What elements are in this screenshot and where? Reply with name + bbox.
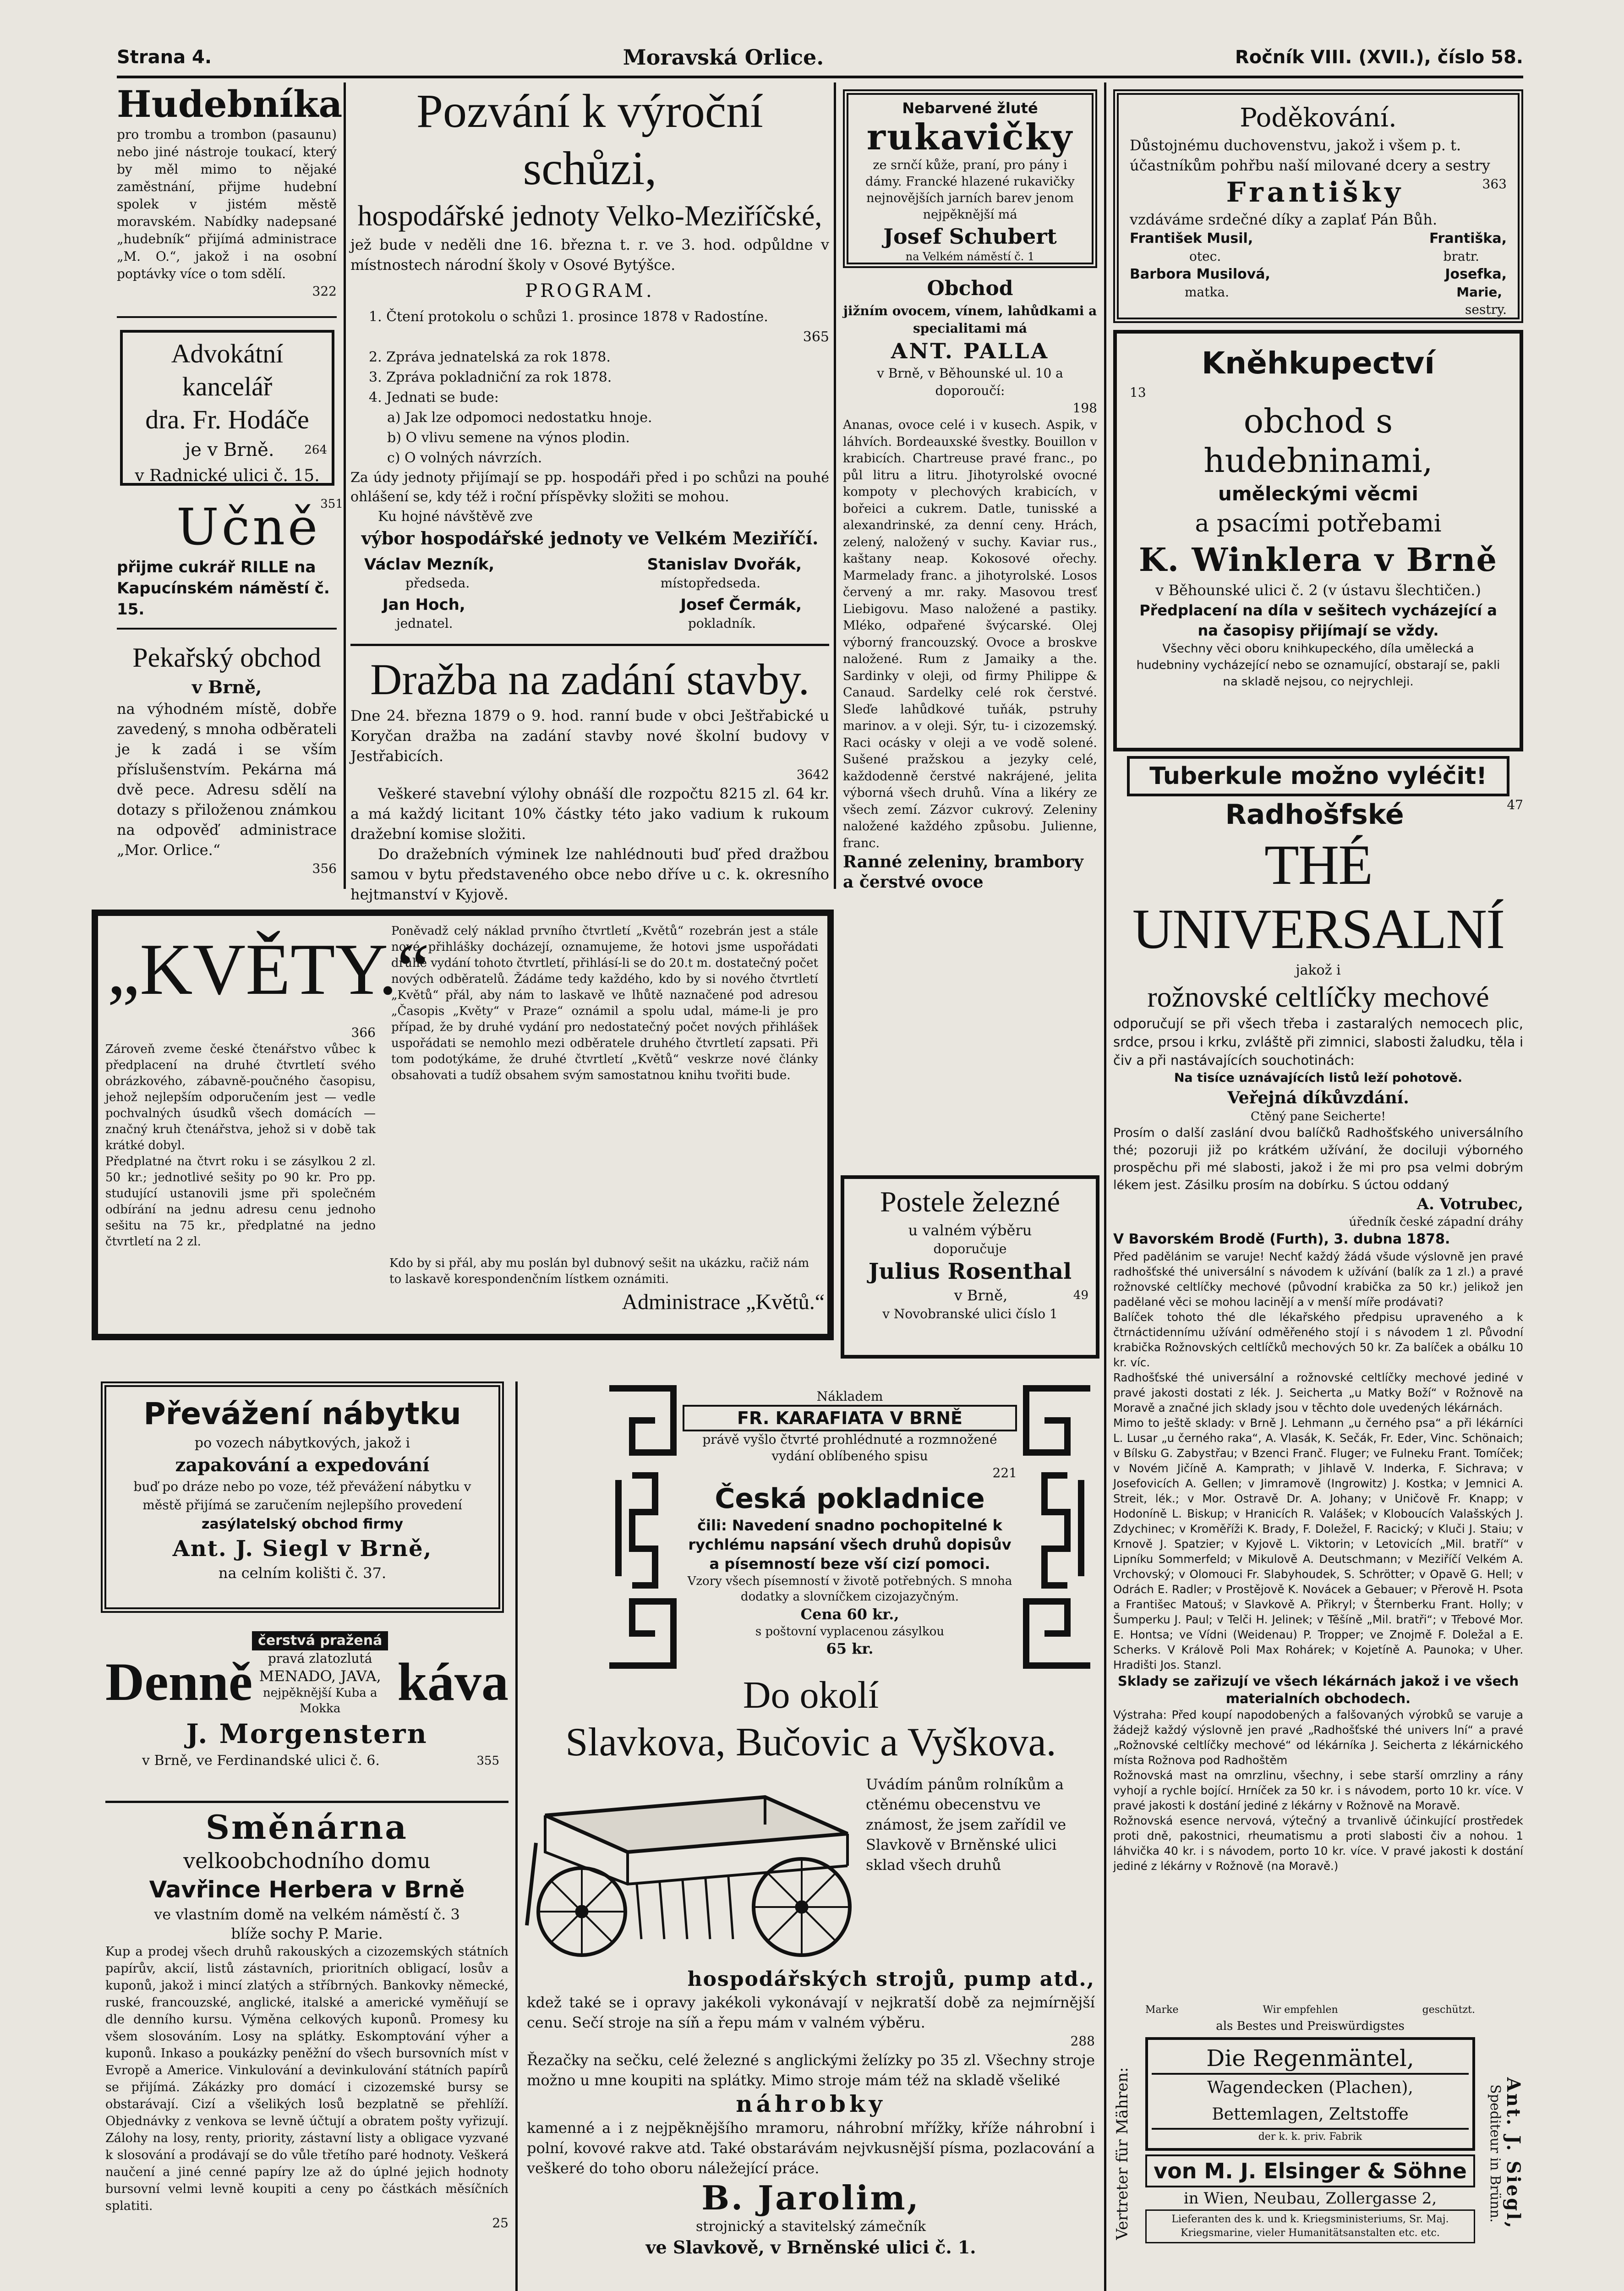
podekovani-r5: sestry.	[1465, 302, 1507, 317]
kvety-title: „KVĚTY.“	[107, 928, 430, 1010]
okoli-t7: strojnický a stavitelský zámečník	[695, 2219, 926, 2235]
podekovani-r1: otec.	[1189, 249, 1221, 264]
divider	[117, 628, 337, 630]
obchod-items: Ananas, ovoce celé i v kusech. Aspik, v láhvích. Bordeauxské švestky. Bouillon v krabicích. Chartreuse pravé franc., po půl litru a litru. Jihotyrolské ovocné kompoty v plechových krabicích, v bořeici a cukrem. Datle, tunisské a alexandrinské, za denní ceny. Hrách, zelený, naložený v suchy. Kaviar rus., kaštany neap. Kokosové ořechy. Marmelady franc. a jihotyrolské. Losos červený a mr. raky. Masovou tresť Liebigovu. Maso naložené a pastiky. Mléko, odpařené švýcarské. Olej výborný francouzský. Ovoce a broskve naložené. Rum z Jamaiky a the. Sardinky v oleji, od firmy Philippe & Canaud. Sardelky celé rok čerstvé. Sleďe lahůdkové tuňák, pstruhy marinov. a v oleji. Sýr, tu- i cizozemský. Raci ocásky v oleji a ve vodě solené. Sušené pražskou a jezyky celé, každodenně čerstvé nakrájené, jelita výborná všech druhů. Vína a likéry ze všech zemí. Zázvor cukrový. Zeleniny naložené každého způsobu. Julienne, franc.	[843, 418, 1097, 850]
ad-kava	[105, 1631, 509, 1801]
ucne-num: 351	[320, 497, 343, 511]
kvety-sig: Administrace „Květů.“	[622, 1290, 825, 1314]
podekovani-r2: matka.	[1185, 285, 1230, 300]
ad-okoli	[527, 1672, 1095, 2291]
kava-l4: nejpěknější Kuba a Mokka	[262, 1686, 377, 1716]
knih-addr: v Běhounské ulici č. 2 (v ústavu šlechtičen.)	[1155, 581, 1481, 599]
tuberkule-ver: Veřejná díkůvzdání.	[1227, 1088, 1409, 1107]
drazba-text2: Veškeré stavební výlohy obnáší dle rozpočtu 8215 zl. 64 kr. a má každý licitant 10% částky této jako vadium k rukoum dražební komise složiti.	[350, 785, 829, 843]
ucne-title: Učně	[176, 498, 321, 556]
podekovani-text: Důstojnému duchovenstvu, jakož i všem p. t. účastníkům pohřbu naší milované dcery a sestry	[1130, 137, 1490, 174]
okoli-firm: B. Jarolim,	[701, 2178, 920, 2217]
ad-podekovani	[1113, 89, 1523, 323]
karafiat-l4: čili: Navedení snadno pochopitelné k rychlému napsání všech druhů dopisův a písemností beze vší cizí pomoci.	[688, 1517, 1012, 1573]
elsinger-vert-left: Vertreter für Mähren:	[1113, 2067, 1132, 2240]
rukavicky-title: rukavičky	[866, 116, 1074, 158]
karafiat-l8: 65 kr.	[826, 1640, 874, 1657]
karafiat-l2: FR. KARAFIATA V BRNĚ	[683, 1405, 1017, 1431]
ad-rukavicky	[843, 89, 1097, 268]
kava-l1: čerstvá pražená	[252, 1631, 388, 1650]
smenarna-l1: velkoobchodního domu	[183, 1848, 431, 1873]
okoli-t8: ve Slavkově, v Brněnské ulici č. 1.	[645, 2237, 976, 2258]
okoli-t3: kdež také se i opravy jakékoli vykonávají v nejkratší době za nejmírnější cenu. Sečí stroje na síň a řepu mám v valném výběru.	[527, 1994, 1095, 2031]
pozvani-intro: jež bude v neděli dne 16. března t. r. ve 3. hod. odpůldne v místnostech národní školy v Osové Bytýšce.	[350, 236, 829, 274]
tuberkule-bar: Na tisíce uznávajících listů leží pohotově.	[1174, 1071, 1463, 1085]
advokat-num: 264	[304, 443, 327, 457]
postele-firm: Julius Rosenthal	[868, 1259, 1072, 1284]
okoli-t5: náhrobky	[736, 2090, 886, 2117]
pozvani-body: Za údy jednoty přijímají se pp. hospodáři před i po schůzi na pouhé ohlášení se, kdy též i roční příspěvky složiti se mohou.	[350, 470, 829, 505]
tuberkule-vystraha: Výstraha: Před koupí napodobených a falšovaných výrobků se varuje a žádejž každý výslovně jen pravé „Radhošťské thé univers lní“ a pravé „Rožnovské celtlíčky mechové“ od lékárníka J. Seicherta z lékárnického místa Rožnova pod Radhoštěm	[1113, 1708, 1523, 1767]
divider	[350, 644, 829, 646]
hudebnika-title: Hudebníka	[117, 82, 343, 126]
podekovani-r3: bratr.	[1443, 249, 1479, 264]
tuberkule-text5: Mimo to ještě sklady: v Brně J. Lehmann „u černého psa“ a při lékárníci L. Lusar „u černého raka“, A. Vlasák, K. Sečák, Fr. Eder, Vinc. Schönaich; v Bílsku G. Zabystřau; v Bzenci Franč. Fluger; ve Fulneku Frant. Tomíček; v Novém Jičíně A. Kamprath; v Jihlavě V. Inderka, F. Sichrava; v Josefovicích A. Gellen; v Jimramově (Ingrowitz) J. Kostka; v Jemnici A. Streit, lék.; v Mor. Ostravě Dr. A. Johany; v Uničově Fr. Knapp; v Hodoníně L. Biskup; v Hranicích R. Valášek; v Kloboucích Valašských J. Zdychinec; v Kroměříži K. Brady, F. Doležel, F. Racický; v Kluči J. Staiu; v Krnově J. Spatzier; v Kyjově L. Viktorin; v Letovicích „Mil. bratří“ v Lipníku Sommerfeld; v Mikulově A. Deutschmann; v Meziříčí Velkém A. Vrchovský; v Olomouci Fr. Slabyhoudek, S. Schrötter; v Opavě G. Hell; v Odrách E. Radler; v Prostějově K. Novácek a Gebauer; v Přerově H. Psota a Františec Matouš; v Slavkově A. Přikryl; v Šternberku Frant. Holly; v Šumperku J. Paul; v Telči H. Jelinek; v Těšíně „Mil. bratři“; v Třebové Mor. E. Hontsa; ve Vídni (Weidenau) P. Tropper; ve Znojmě F. Doležal a E. Scherks. V Králově Poli Max Rohárek; v Kojetíně A. Paunoka; v Uher. Hradišti Jos. Stanzl.	[1113, 1416, 1523, 1672]
karafiat-l3: právě vyšlo čtvrté prohlédnuté a rozmnožené vydání oblíbeného spisu	[702, 1432, 997, 1463]
pozvani-role2: místopředseda.	[660, 575, 760, 591]
pozvani-sub: hospodářské jednoty Velko-Meziříčské,	[357, 199, 822, 232]
kava-firm: J. Morgenstern	[186, 1718, 428, 1749]
column-rule	[834, 82, 836, 889]
pozvani-num: 365	[803, 329, 829, 345]
prevazeni-l2: zapakování a expedování	[175, 1454, 430, 1476]
divider	[117, 316, 337, 318]
knih-l1: obchod s hudebninami,	[1203, 402, 1433, 480]
pozvani-signer3: Jan Hoch,	[383, 596, 465, 614]
pekarsky-num: 356	[312, 861, 337, 876]
header-issue: Ročník VIII. (XVII.), číslo 58.	[1235, 47, 1523, 68]
tuberkule-text1: Prosím o další zaslání dvou balíčků Radhošťského universálního thé; pozoruji již po krátkém užívání, že dociluji výborného prospěchu při mé slabosti, jakož i že mi pro psa velmi dobrým lékem jest. Zásilku prosím na dobírku. S úctou oddaný	[1113, 1126, 1523, 1192]
elsinger-tc: Wir empfehlen	[1263, 2004, 1338, 2016]
elsinger-l2: Wagendecken (Plachen), Bettemlagen, Zeltstoffe	[1152, 2075, 1469, 2130]
knih-title: Kněhkupectví	[1201, 345, 1435, 381]
postele-l3: doporučuje	[933, 1241, 1007, 1256]
kvety-body	[105, 1024, 376, 1331]
tuberkule-sklady: Sklady se zařizují ve všech lékárnách jakož i ve všech materialních obchodech.	[1117, 1673, 1519, 1706]
pozvani-signer1: Václav Mezník,	[364, 555, 495, 574]
drazba-text: Dne 24. března 1879 o 9. hod. ranní bude v obci Ještřabické u Koryčan dražba na zadání stavby nové školní budovy v Jestřabicích.	[350, 707, 829, 765]
elsinger-l5: Lieferanten des k. und k. Kriegsministeriums, Sr. Maj. Kriegsmarine, vieler Humanitätsanstalten etc. etc.	[1145, 2209, 1475, 2243]
ad-advokat	[120, 330, 334, 486]
tuberkule-text2: Před padělánim se varuje! Nechť každý žádá všude výslovně jen pravé radhošťské thé universální s návodem k užívání (balík za 1 zl.) a pravé rožnovské celtlíčky mechové (původní krabička za 50 kr.) jelikož jen padělané věci se mohou lacinějí a v menší míře prodávati?	[1113, 1250, 1523, 1309]
ad-pekarsky	[117, 639, 337, 905]
pekarsky-title: Pekařský obchod	[132, 642, 321, 673]
okoli-t1: Uvádím pánům rolníkům a ctěnému obecenstvu ve známost, že jsem zařídil ve Slavkově v Brněnské ulici sklad všech druhů	[866, 1776, 1066, 1874]
prevazeni-l4: zasýlatelský obchod firmy	[201, 1516, 404, 1532]
obchod-final: Ranné zeleniny, brambory a čerstvé ovoce	[843, 852, 1083, 892]
tuberkule-num: 47	[1507, 797, 1523, 812]
advokat-line2: dra. Fr. Hodáče	[145, 405, 309, 434]
elsinger-tl: Marke	[1145, 2004, 1179, 2016]
tuberkule-brand: Radhošfské	[1225, 799, 1404, 831]
header-masthead: Moravská Orlice.	[623, 45, 824, 70]
hudebnika-num: 322	[312, 284, 337, 299]
column-rule	[1104, 82, 1106, 2291]
knih-firm: K. Winklera v Brně	[1138, 541, 1498, 579]
obchod-title: Obchod	[927, 277, 1013, 300]
podekovani-num: 363	[1482, 176, 1507, 192]
ad-pozvani	[350, 82, 829, 641]
prevazeni-firm: Ant. J. Siegl v Brně,	[172, 1536, 432, 1562]
pozvani-item: 4. Jednati se bude:	[369, 389, 499, 406]
kvety-text2: Zároveň zveme české čtenářstvo vůbec k předplacení na druhé čtvrtletí svého obrázkového, zábavně-poučného časopisu, jehož nejlepším odporučením jest — vedle pochvalných úsudků všech domácích — značný kruh čtenářstva, jehož si v době tak krátké dobyl.	[105, 1042, 376, 1152]
elsinger-l1: Die Regenmäntel,	[1152, 2044, 1469, 2075]
kava-kava: káva	[397, 1652, 509, 1712]
tuberkule-sigrole: úředník české západní dráhy	[1349, 1215, 1523, 1229]
pozvani-role1: předseda.	[405, 575, 470, 591]
karafiat-l6: Cena 60 kr.,	[800, 1606, 899, 1623]
postele-l2: u valném výběru	[908, 1222, 1032, 1239]
rukavicky-bottom: na Velkém náměstí č. 1	[905, 250, 1035, 263]
podekovani-n1: František Musil,	[1130, 230, 1253, 247]
column-rule	[515, 1381, 518, 2291]
smenarna-firm: Vavřince Herbera v Brně	[149, 1876, 465, 1903]
postele-num: 49	[1073, 1288, 1088, 1302]
tuberkule-sub: rožnovské celtlíčky mechové	[1147, 981, 1489, 1013]
pozvani-item: b) O vlivu semene na výnos plodin.	[387, 430, 630, 446]
karafiat-title: Česká pokladnice	[715, 1483, 985, 1515]
podekovani-n5: Marie,	[1456, 285, 1502, 300]
header-page-number: Strana 4.	[117, 47, 212, 68]
pekarsky-sub: v Brně,	[191, 677, 262, 697]
okoli-title: Do okolí	[743, 1674, 879, 1716]
kava-denne: Denně	[105, 1652, 253, 1712]
prevazeni-l5: na celním kolišti č. 37.	[218, 1564, 387, 1582]
ad-drazba	[350, 653, 829, 903]
ad-elsinger	[1109, 2002, 1523, 2291]
smenarna-text: Kup a prodej všech druhů rakouských a cizozemských státních papírův, akcií, listů zástavních, prioritních obligací, losův a kuponů, jakož i mincí zlatých a stříbrných. Bankovky německé, ruské, francouzské, anglické, italské a americké vyměňují se dle denního kursu. Výměna celkových kuponů. Promesy ku všem slosováním. Losy na splátky. Eskomptování výher a kuponů. Inkaso a poukázky peněžní do všech bursovních míst v Evropě a Americe. Vinkulování a devinkulování státních papírů se přijímá. Zákázky pro domácí i cizozemské bursy se obstarávají. Cizí a všelikých losů bezplatně se přehlíží. Objednávky z venkova se levně účtují a obratem pošty vyřizují. Zálohy na losy, renty, priority, zástavní listy a obligace vyzvané k slosování a prodávají se do vůle třetího paré hodnoty. Veškerá naučení a jiné cenné papíry lze až do úplné jejich hodnoty bursovní velmi levně koupiti a ceny po částkách měsíčních splatiti.	[105, 1945, 509, 2213]
header-rule	[117, 76, 1523, 78]
karafiat-l1: Nákladem	[816, 1389, 883, 1404]
pozvani-title: Pozvání k výroční schůzi,	[416, 85, 763, 195]
rukavicky-top: Nebarvené žluté	[902, 99, 1038, 117]
okoli-t4: Řezačky na sečku, celé železné s anglickými želízky po 35 zl. Všechny stroje možno u mne koupiti na splátky. Mimo stroje mám též na skladě všeliké	[527, 2051, 1095, 2089]
obchod-addr: v Brně, v Běhounské ul. 10 a doporoučí:	[877, 366, 1063, 398]
prevazeni-l3: buď po dráze nebo po voze, též převážení nábytku v městě přijímá se zaručením nejlepšího provedení	[133, 1479, 471, 1513]
drazba-title: Dražba na zadání stavby.	[370, 655, 809, 704]
kvety-num: 366	[351, 1025, 376, 1040]
kava-addr: v Brně, ve Ferdinandské ulici č. 6.	[142, 1753, 380, 1769]
obchod-num: 198	[1072, 400, 1097, 416]
pozvani-program-title: PROGRAM.	[525, 280, 655, 301]
postele-l1: Postele železné	[880, 1185, 1060, 1218]
advokat-line1: Advokátní kancelář	[171, 339, 284, 401]
ad-karafiat	[605, 1384, 1095, 1670]
pozvani-role4: pokladník.	[688, 616, 756, 631]
kvety-footer	[389, 1255, 825, 1333]
ad-obchod-palla	[843, 275, 1097, 1173]
pozvani-signer2: Stanislav Dvořák,	[647, 555, 802, 574]
advokat-line3: je v Brně.	[185, 439, 274, 460]
rukavicky-firm: Josef Schubert	[883, 224, 1057, 249]
ad-ucne	[117, 497, 343, 621]
drazba-num: 3642	[796, 767, 829, 782]
smenarna-title: Směnárna	[206, 1808, 408, 1847]
tuberkule-big: THÉ UNIVERSALNÍ	[1132, 833, 1504, 960]
karafiat-num: 221	[992, 1465, 1017, 1480]
rukavicky-text: ze srnčí kůže, praní, pro pány i dámy. Francké hlazené rukavičky nejnovějších jarních barev jenom nejpěknější má	[865, 158, 1075, 222]
kava-l3: MENADO, JAVA,	[259, 1667, 381, 1685]
knih-num: 13	[1130, 385, 1146, 400]
tuberkule-text3: Balíček tohoto thé dle lékařského předpisu upraveného a k čtrnáctidennímu užívání odměřeného stojí i s návodem 1 zl. Původní krabička Rožnovských celtlíčků mechových 50 kr. Za balíček a obálku 10 kr. víc.	[1113, 1310, 1523, 1369]
okoli-t6: kamenné a i z nejpěknějšího mramoru, náhrobní mřížky, kříže náhrobní i polní, kovové rakve atd. Také obstarávám nejvkusnější písma, pozlacování a veškeré do toho oboru náležející práce.	[527, 2119, 1095, 2177]
postele-l5: v Novobranské ulici číslo 1	[882, 1306, 1058, 1321]
knih-l4: Předplacení na díla v sešitech vycházející a na časopisy přijímají se vždy.	[1139, 602, 1497, 639]
tuberkule-sig: A. Votrubec,	[1416, 1195, 1523, 1213]
prevazeni-title: Převážení nábytku	[143, 1396, 461, 1431]
knih-l5: Všechny věci oboru knihkupeckého, díla umělecká a hudebniny vycházející nebo se oznamující, obstarají se, pakli na skladě nejsou, co nejrychleji.	[1136, 642, 1500, 689]
tuberkule-text4: Radhošťské thé universální a rožnovské celtlíčky mechové jediné v pravé jakosti dostati z lék. J. Seicherta „u Matky Boží“ v Rožnově na Moravě a značné jich sklady jsou v těchto dole uvedených lékárnách.	[1113, 1371, 1523, 1414]
divider	[105, 1801, 509, 1803]
elsinger-firm: von M. J. Elsinger & Söhne	[1145, 2154, 1475, 2187]
elsinger-l4: in Wien, Neubau, Zollergasse 2,	[1183, 2189, 1437, 2208]
ad-knihkupectvi	[1113, 330, 1523, 751]
ad-prevazeni	[101, 1381, 504, 1613]
pozvani-item: 1. Čtení protokolu o schůzi 1. prosince 1878 v Radostíne.	[369, 309, 768, 325]
podekovani-n2: Barbora Musilová,	[1130, 266, 1270, 282]
ad-tuberkule	[1113, 756, 1523, 1993]
tuberkule-jakoz: jakož i	[1296, 962, 1341, 978]
karafiat-l7: s poštovní vyplacenou zásylkou	[755, 1625, 945, 1639]
advokat-line4: v Radnické ulici č. 15.	[135, 466, 320, 485]
elsinger-vert-right1: Ant. J. Siegl,	[1503, 2077, 1524, 2230]
okoli-num: 288	[1070, 2033, 1095, 2049]
elsinger-sub: als Bestes und Preiswürdigstes	[1216, 2019, 1405, 2033]
obchod-sub: jižním ovocem, vínem, lahůdkami a specialitami má	[843, 303, 1097, 336]
kava-num: 355	[476, 1754, 499, 1768]
pozvani-item: c) O volných návrzích.	[387, 450, 542, 466]
okoli-t2: hospodářských strojů, pump atd.,	[687, 1968, 1095, 1991]
ad-postele	[841, 1175, 1099, 1359]
karafiat-l5: Vzory všech písemností v životě potřebných. S mnoha dodatky a slovníčkem cizojazyčným.	[687, 1574, 1012, 1604]
podekovani-name: Františky	[1226, 176, 1404, 208]
ad-hudebnika	[117, 82, 343, 312]
podekovani-title: Poděkování.	[1240, 103, 1397, 133]
kvety-text1: Poněvadž celý náklad prvního čtvrtletí „Květů“ rozebrán jest a stále nové přihlášky docházejí, oznamujeme, že hotovi jsme uspořádati druhé vydání tohoto čtvrtletí, přihlásí-li se do 20.t m. dostatečný počet nových odběratelů. Žádáme tedy každého, kdo by si nového čtvrtletí „Květů“ přál, aby nám to laskavě ve lhůtě naznačené pod adresou „Časopis „Květy“ v Praze“ oznámil a spolu udal, máme-li je pro případ, že by druhé vydání pro nedostatečný počet nových přihlášek uspořádati se nemohlo mezi odběratele druhého čtvrtletí zapsati. Při tom podotýkáme, že druhé čtvrtletí „Květů“ veskrze nové články obsahovati a tudíž obsahem svým samostatnou knihu tvořiti bude.	[391, 924, 818, 1082]
prevazeni-l1: po vozech nábytkových, jakož i	[194, 1435, 410, 1451]
tuberkule-mast: Rožnovská mast na omrzlinu, všechny, i sebe starší omrzliny a rány vyhojí a rychle bojící. Hrníček za 50 kr. i s návodem, porto 10 kr. více. V pravé jakosti k dostání jediné z lékárny v Rožnově na Moravě.	[1113, 1769, 1523, 1812]
pozvani-role3: jednatel.	[396, 616, 453, 631]
tuberkule-intro: odporučují se při všech třeba i zastaralých nemocech plic, srdce, prsou i krku, zvláště při zimnici, slabosti žaludku, těla i čiv a při nastávajících souchotinách:	[1113, 1016, 1523, 1068]
ucne-text: přijme cukrář RILLE na Kapucínském náměstí č. 15.	[117, 558, 330, 619]
kava-l2: pravá zlatozlutá	[268, 1651, 372, 1666]
kvety-text4: Kdo by si přál, aby mu poslán byl dubnový sešit na ukázku, račiž nám to laskavě korespondenčním lístkem oznámiti.	[389, 1256, 809, 1286]
elsinger-l3: der k. k. priv. Fabrik	[1258, 2131, 1362, 2143]
pozvani-item: a) Jak lze odpomoci nedostatku hnoje.	[387, 410, 652, 426]
knih-l2: uměleckými věcmi	[1218, 482, 1418, 505]
tuberkule-place: V Bavorském Brodě (Furth), 3. dubna 1878.	[1113, 1231, 1450, 1247]
smenarna-l3: blíže sochy P. Marie.	[231, 1925, 383, 1942]
kvety-text3: Předplatné na čtvrt roku i se zásylkou 2 zl. 50 kr.; jednotlivé sešity po 90 kr. Pro pp. studující ustanovili jsme při společném odbírání na jednu adresu cenu jednoho sešitu na 75 kr., předplatné na jedno čtvrtletí na 2 zl.	[105, 1155, 376, 1249]
pozvani-signoff: výbor hospodářské jednoty ve Velkém Meziříčí.	[361, 528, 819, 548]
tuberkule-ctene: Ctěný pane Seicherte!	[1251, 1110, 1386, 1124]
elsinger-tr: geschützt.	[1422, 2004, 1475, 2016]
column-rule	[344, 82, 346, 889]
page-header	[117, 44, 1523, 76]
podekovani-text2: vzdáváme srdečné díky a zaplať Pán Bůh.	[1130, 211, 1438, 228]
pekarsky-text: na výhodném místě, dobře zavedený, s mnoha odběrateli je k zadá i se vším příslušenstvím. Pekárna má dvě pece. Adresu sdělí na dotazy s přiloženou známkou na odpověď administrace „Mor. Orlice.“	[117, 700, 337, 859]
podekovani-n3: Františka,	[1429, 230, 1507, 247]
seed-drill-illustration	[527, 1774, 861, 1967]
postele-l4: v Brně,	[954, 1287, 1008, 1304]
tuberkule-esence: Rožnovská esence nervová, výtečný a trvanlivě účinkující prostředek proti dně, pakostnici, rheumatismu a proti slabosti čiv a nohou. 1 láhvička 40 kr. i s návodem, porto 10 kr. více. V pravé jakosti k dostání jediné z lékárny v Rožnově (na Moravě.)	[1113, 1814, 1523, 1873]
smenarna-num: 25	[492, 2215, 509, 2231]
pozvani-invite: Ku hojné návštěvě zve	[378, 509, 533, 525]
tuberkule-title: Tuberkule možno vyléčit!	[1127, 756, 1509, 796]
pozvani-item: 2. Zpráva jednatelská za rok 1878.	[369, 349, 611, 365]
smenarna-l2: ve vlastním domě na velkém náměstí č. 3	[154, 1906, 460, 1923]
drazba-text3: Do dražebních výminek lze nahlédnouti buď před dražbou samou v bytu představeného obce nebo dříve u c. k. okresního hejtmanství v Kyjově.	[350, 845, 829, 903]
pozvani-item: 3. Zpráva pokladniční za rok 1878.	[369, 369, 612, 385]
ad-smenarna	[105, 1808, 509, 2291]
elsinger-vert-right2: Spediteur in Brünn.	[1487, 2084, 1503, 2223]
okoli-title2: Slavkova, Bučovic a Vyškova.	[565, 1720, 1056, 1765]
knih-l3: a psacími potřebami	[1195, 510, 1442, 537]
obchod-firm: ANT. PALLA	[891, 339, 1050, 363]
podekovani-n4: Josefka,	[1445, 266, 1507, 282]
pozvani-signer4: Josef Čermák,	[680, 596, 802, 614]
hudebnika-text: pro trombu a trombon (pasaunu) nebo jiné nástroje toukací, který by měl mimo to nějaké zaměstnání, přijme hudební spolek v jistém městě moravském. Nabídky nadepsané „hudebník“ přijímá administrace „M. O.“, jakož i na osobní poptávky více o tom sdělí.	[117, 127, 337, 281]
